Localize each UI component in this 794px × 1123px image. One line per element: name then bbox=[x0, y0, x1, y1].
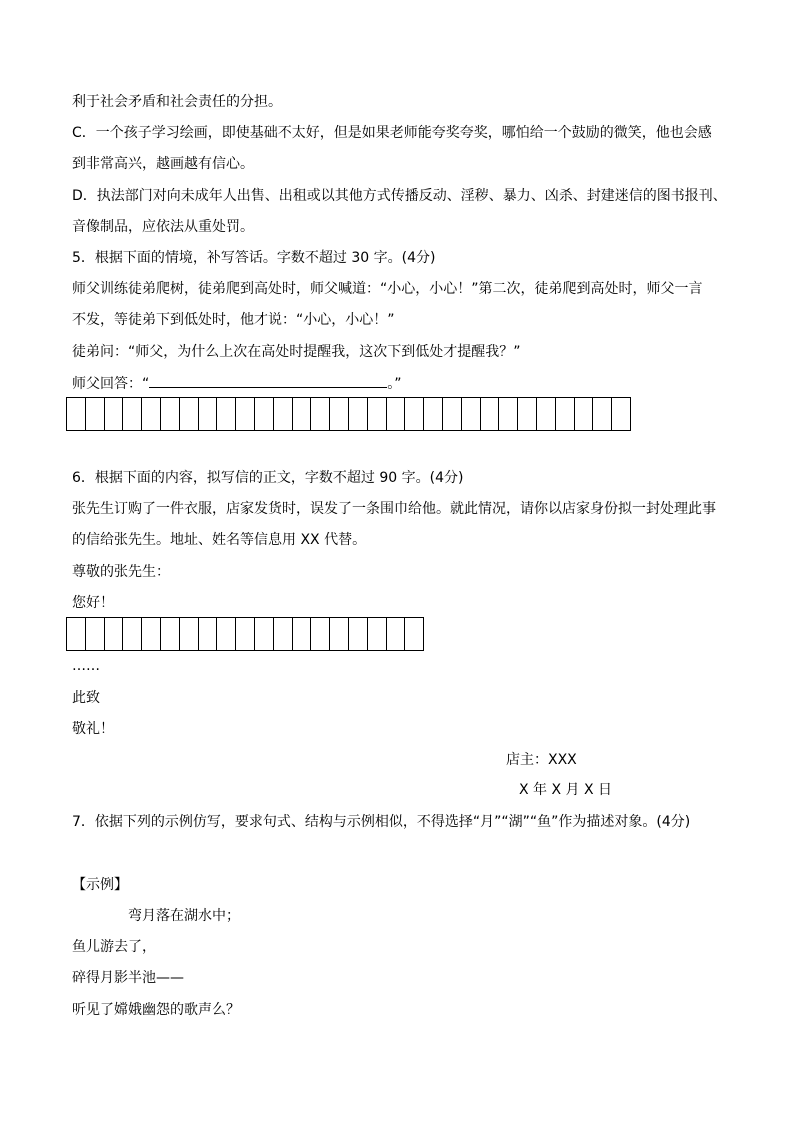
grid-cell[interactable] bbox=[123, 398, 142, 430]
q5-answer-suffix: 。” bbox=[387, 376, 402, 392]
grid-cell[interactable] bbox=[330, 618, 349, 650]
grid-cell[interactable] bbox=[236, 398, 255, 430]
q5-story-line-1: 师父训练徒弟爬树，徒弟爬到高处时，师父喊道：“小心，小心！”第二次，徒弟爬到高处时，师父一言 bbox=[72, 281, 703, 297]
q5-student-question: 徒弟问：“师父，为什么上次在高处时提醒我，这次下到低处才提醒我？” bbox=[72, 344, 521, 360]
grid-cell[interactable] bbox=[481, 398, 500, 430]
grid-cell[interactable] bbox=[274, 398, 293, 430]
q6-date: X 年 X 月 X 日 bbox=[519, 782, 613, 798]
grid-cell[interactable] bbox=[612, 398, 631, 430]
grid-cell[interactable] bbox=[105, 618, 124, 650]
grid-cell[interactable] bbox=[537, 398, 556, 430]
q5-story-line-2: 不发，等徒弟下到低处时，他才说：“小心，小心！” bbox=[72, 312, 395, 328]
grid-cell[interactable] bbox=[293, 398, 312, 430]
grid-cell[interactable] bbox=[405, 618, 424, 650]
grid-cell[interactable] bbox=[518, 398, 537, 430]
grid-cell[interactable] bbox=[236, 618, 255, 650]
q7-poem-line-2: 鱼儿游去了， bbox=[72, 939, 156, 955]
q4-option-d-line-1: D．执法部门对向未成年人出售、出租或以其他方式传播反动、淫秽、暴力、凶杀、封建迷信的图书报刊、 bbox=[72, 188, 727, 204]
grid-cell[interactable] bbox=[161, 398, 180, 430]
q4-option-d-line-2: 音像制品，应依法从重处罚。 bbox=[72, 219, 254, 235]
grid-cell[interactable] bbox=[405, 398, 424, 430]
q5-answer-blank[interactable] bbox=[149, 373, 387, 388]
q7-poem-line-1: 弯月落在湖水中； bbox=[128, 908, 240, 924]
q5-answer-prefix: 师父回答：“ bbox=[72, 376, 150, 392]
q6-salutation: 尊敬的张先生： bbox=[72, 564, 170, 580]
q6-context-line-2: 的信给张先生。地址、姓名等信息用 XX 代替。 bbox=[72, 532, 367, 548]
q5-answer-line bbox=[72, 373, 402, 393]
grid-cell[interactable] bbox=[67, 398, 86, 430]
grid-cell[interactable] bbox=[217, 618, 236, 650]
q6-closing-2: 敬礼！ bbox=[72, 721, 114, 737]
grid-cell[interactable] bbox=[180, 398, 199, 430]
grid-cell[interactable] bbox=[161, 618, 180, 650]
grid-cell[interactable] bbox=[349, 618, 368, 650]
grid-cell[interactable] bbox=[142, 618, 161, 650]
q5-answer-grid[interactable] bbox=[66, 397, 631, 431]
q7-example-label: 【示例】 bbox=[72, 877, 128, 893]
grid-cell[interactable] bbox=[368, 398, 387, 430]
grid-cell[interactable] bbox=[199, 398, 218, 430]
q6-answer-grid[interactable] bbox=[66, 617, 424, 651]
q6-signature: 店主：XXX bbox=[506, 752, 577, 768]
grid-cell[interactable] bbox=[330, 398, 349, 430]
q7-poem-line-4: 听见了嫦娥幽怨的歌声么？ bbox=[72, 1002, 240, 1018]
q4-option-c-line-1: C．一个孩子学习绘画，即使基础不太好，但是如果老师能夸奖夸奖，哪怕给一个鼓励的微笑，他也会感 bbox=[72, 125, 712, 141]
grid-cell[interactable] bbox=[123, 618, 142, 650]
grid-cell[interactable] bbox=[274, 618, 293, 650]
q6-context-line-1: 张先生订购了一件衣服，店家发货时，误发了一条围巾给他。就此情况，请你以店家身份拟一封处理此事 bbox=[72, 501, 716, 517]
grid-cell[interactable] bbox=[349, 398, 368, 430]
grid-cell[interactable] bbox=[255, 618, 274, 650]
grid-cell[interactable] bbox=[86, 618, 105, 650]
grid-cell[interactable] bbox=[217, 398, 236, 430]
grid-cell[interactable] bbox=[67, 618, 86, 650]
grid-cell[interactable] bbox=[311, 618, 330, 650]
grid-cell[interactable] bbox=[105, 398, 124, 430]
q6-prompt: 6．根据下面的内容，拟写信的正文，字数不超过 90 字。(4分) bbox=[72, 470, 464, 486]
grid-cell[interactable] bbox=[199, 618, 218, 650]
q4-option-c-line-2: 到非常高兴，越画越有信心。 bbox=[72, 156, 254, 172]
q6-ellipsis: …… bbox=[72, 658, 100, 674]
q7-prompt: 7．依据下列的示例仿写，要求句式、结构与示例相似，不得选择“月”“湖”“鱼”作为描述对象。(4分) bbox=[72, 814, 691, 830]
q7-poem-line-3: 碎得月影半池—— bbox=[72, 970, 184, 986]
grid-cell[interactable] bbox=[575, 398, 594, 430]
grid-cell[interactable] bbox=[142, 398, 161, 430]
grid-cell[interactable] bbox=[387, 618, 406, 650]
q5-prompt: 5．根据下面的情境，补写答话。字数不超过 30 字。(4分) bbox=[72, 250, 436, 266]
grid-cell[interactable] bbox=[293, 618, 312, 650]
grid-cell[interactable] bbox=[86, 398, 105, 430]
grid-cell[interactable] bbox=[180, 618, 199, 650]
grid-cell[interactable] bbox=[556, 398, 575, 430]
grid-cell[interactable] bbox=[593, 398, 612, 430]
grid-cell[interactable] bbox=[424, 398, 443, 430]
grid-cell[interactable] bbox=[443, 398, 462, 430]
q6-greeting: 您好！ bbox=[72, 595, 114, 611]
q6-closing-1: 此致 bbox=[72, 690, 100, 706]
grid-cell[interactable] bbox=[499, 398, 518, 430]
grid-cell[interactable] bbox=[462, 398, 481, 430]
q4-line-a: 利于社会矛盾和社会责任的分担。 bbox=[72, 94, 282, 110]
grid-cell[interactable] bbox=[311, 398, 330, 430]
grid-cell[interactable] bbox=[255, 398, 274, 430]
grid-cell[interactable] bbox=[387, 398, 406, 430]
grid-cell[interactable] bbox=[368, 618, 387, 650]
